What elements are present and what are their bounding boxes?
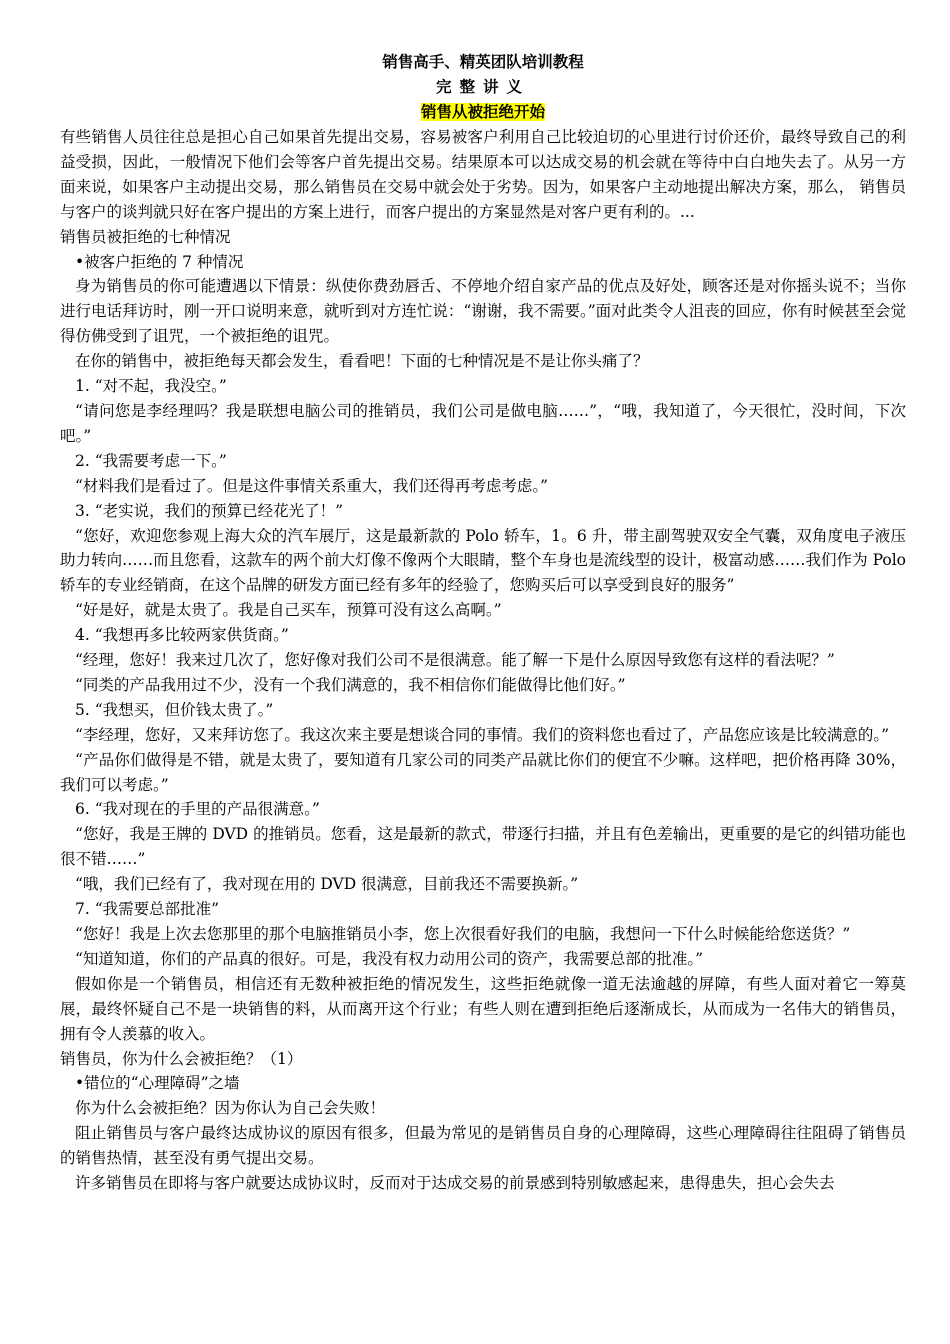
paragraph: “哦，我们已经有了，我对现在用的 DVD 很满意，目前我还不需要换新。” (75, 875, 579, 894)
section-heading (60, 100, 906, 125)
paragraph: 假如你是一个销售员，相信还有无数种被拒绝的情况发生，这些拒绝就像一道无法逾越的屏障，有些人面对着它一筹莫展，最终怀疑自己不是一块销售的料，从而离开这个行业；有些人则在遭到拒绝后逐渐成长，从而成为一名伟大的销售员，拥有令人羡慕的收入。 (60, 974, 906, 1043)
paragraph: “知道知道，你们的产品真的很好。可是，我没有权力动用公司的资产，我需要总部的批准。” (75, 949, 704, 968)
paragraph: “您好！我是上次去您那里的那个电脑推销员小李，您上次很看好我们的电脑，我想问一下什么时候能给您送货？” (75, 925, 851, 943)
paragraph: “好是好，就是太贵了。我是自己买车，预算可没有这么高啊。” (75, 601, 502, 620)
paragraph: “材料我们是看过了。但是这件事情关系重大，我们还得再考虑考虑。” (75, 476, 549, 495)
highlighted-heading: 销售从被拒绝开始 (420, 103, 545, 121)
paragraph: 阻止销售员与客户最终达成协议的原因有很多，但最为常见的是销售员自身的心理障碍，这些心理障碍往往阻碍了销售员的销售热情，甚至没有勇气提出交易。 (60, 1124, 906, 1168)
paragraph: 3. “老实说，我们的预算已经花光了！” (75, 501, 344, 520)
paragraph: 在你的销售中，被拒绝每天都会发生，看看吧！下面的七种情况是不是让你头痛了？ (75, 352, 649, 371)
paragraph: 你为什么会被拒绝？因为你认为自己会失败！ (75, 1099, 386, 1118)
paragraph: 身为销售员的你可能遭遇以下情景：纵使你费劲唇舌、不停地介绍自家产品的优点及好处，顾客还是对你摇头说不；当你进行电话拜访时，刚一开口说明来意，就听到对方连忙说：“谢谢，我不需要。”面对此类令人沮丧的回应，你有时候甚至会觉得仿佛受到了诅咒，一个被拒绝的诅咒。 (60, 277, 906, 346)
paragraph: 销售员，你为什么会被拒绝？（1） (60, 1049, 303, 1068)
paragraph: 1. “对不起，我没空。” (75, 377, 227, 396)
document-title: 销售高手、精英团队培训教程 (382, 53, 584, 71)
paragraph: 2. “我需要考虑一下。” (75, 451, 227, 470)
paragraph: “产品你们做得是不错，就是太贵了，要知道有几家公司的同类产品就比你们的便宜不少嘛。这样吧，把价格再降 30%，我们可以考虑。” (60, 750, 906, 794)
body-text (60, 125, 906, 1196)
paragraph: “您好，我是王牌的 DVD 的推销员。您看，这是最新的款式，带逐行扫描，并且有色差输出，更重要的是它的纠错功能也很不错……” (60, 825, 906, 869)
paragraph: 许多销售员在即将与客户就要达成协议时，反而对于达成交易的前景感到特别敏感起来，患得患失，担心会失去 (75, 1174, 835, 1193)
paragraph: “请问您是李经理吗？我是联想电脑公司的推销员，我们公司是做电脑……”，“哦，我知道了，今天很忙，没时间，下次吧。” (60, 401, 906, 445)
document-subtitle: 完整讲义 (435, 78, 530, 96)
paragraph: •错位的“心理障碍”之墙 (75, 1074, 240, 1093)
paragraph: •被客户拒绝的 7 种情况 (75, 252, 244, 271)
paragraph: 5. “我想买，但价钱太贵了。” (75, 700, 274, 719)
paragraph: 4. “我想再多比较两家供货商。” (75, 626, 289, 645)
paragraph: “您好，欢迎您参观上海大众的汽车展厅，这是最新款的 Polo 轿车，1。6 升，带主副驾驶双安全气囊，双角度电子液压助力转向……而且您看，这款车的两个前大灯像不像两个大眼睛，整个车身也是流线型的设计，极富动感……我们作为 Polo 轿车的专业经销商，在这个品牌的研发方面已经有多年的经验了，您购买后可以享受到良好的服务” (60, 526, 906, 595)
paragraph: 有些销售人员往往总是担心自己如果首先提出交易，容易被客户利用自己比较迫切的心里进行讨价还价，最终导致自己的利益受损，因此，一般情况下他们会等客户首先提出交易。结果原本可以达成交易的机会就在等待中白白地失去了。从另一方面来说，如果客户主动提出交易，那么销售员在交易中就会处于劣势。因为，如果客户主动地提出解决方案，那么， 销售员与客户的谈判就只好在客户提出的方案上进行，而客户提出的方案显然是对客户更有利的。... (60, 128, 906, 221)
document-page (60, 50, 906, 1196)
paragraph: “同类的产品我用过不少，没有一个我们满意的，我不相信你们能做得比他们好。” (75, 675, 626, 694)
paragraph: 6. “我对现在的手里的产品很满意。” (75, 800, 320, 819)
paragraph: 销售员被拒绝的七种情况 (60, 227, 231, 246)
paragraph: “经理，您好！我来过几次了，您好像对我们公司不是很满意。能了解一下是什么原因导致您有这样的看法呢？” (75, 651, 835, 670)
paragraph: “李经理，您好，又来拜访您了。我这次来主要是想谈合同的事情。我们的资料您也看过了，产品您应该是比较满意的。” (75, 725, 890, 744)
paragraph: 7. “我需要总部批准” (75, 900, 220, 919)
